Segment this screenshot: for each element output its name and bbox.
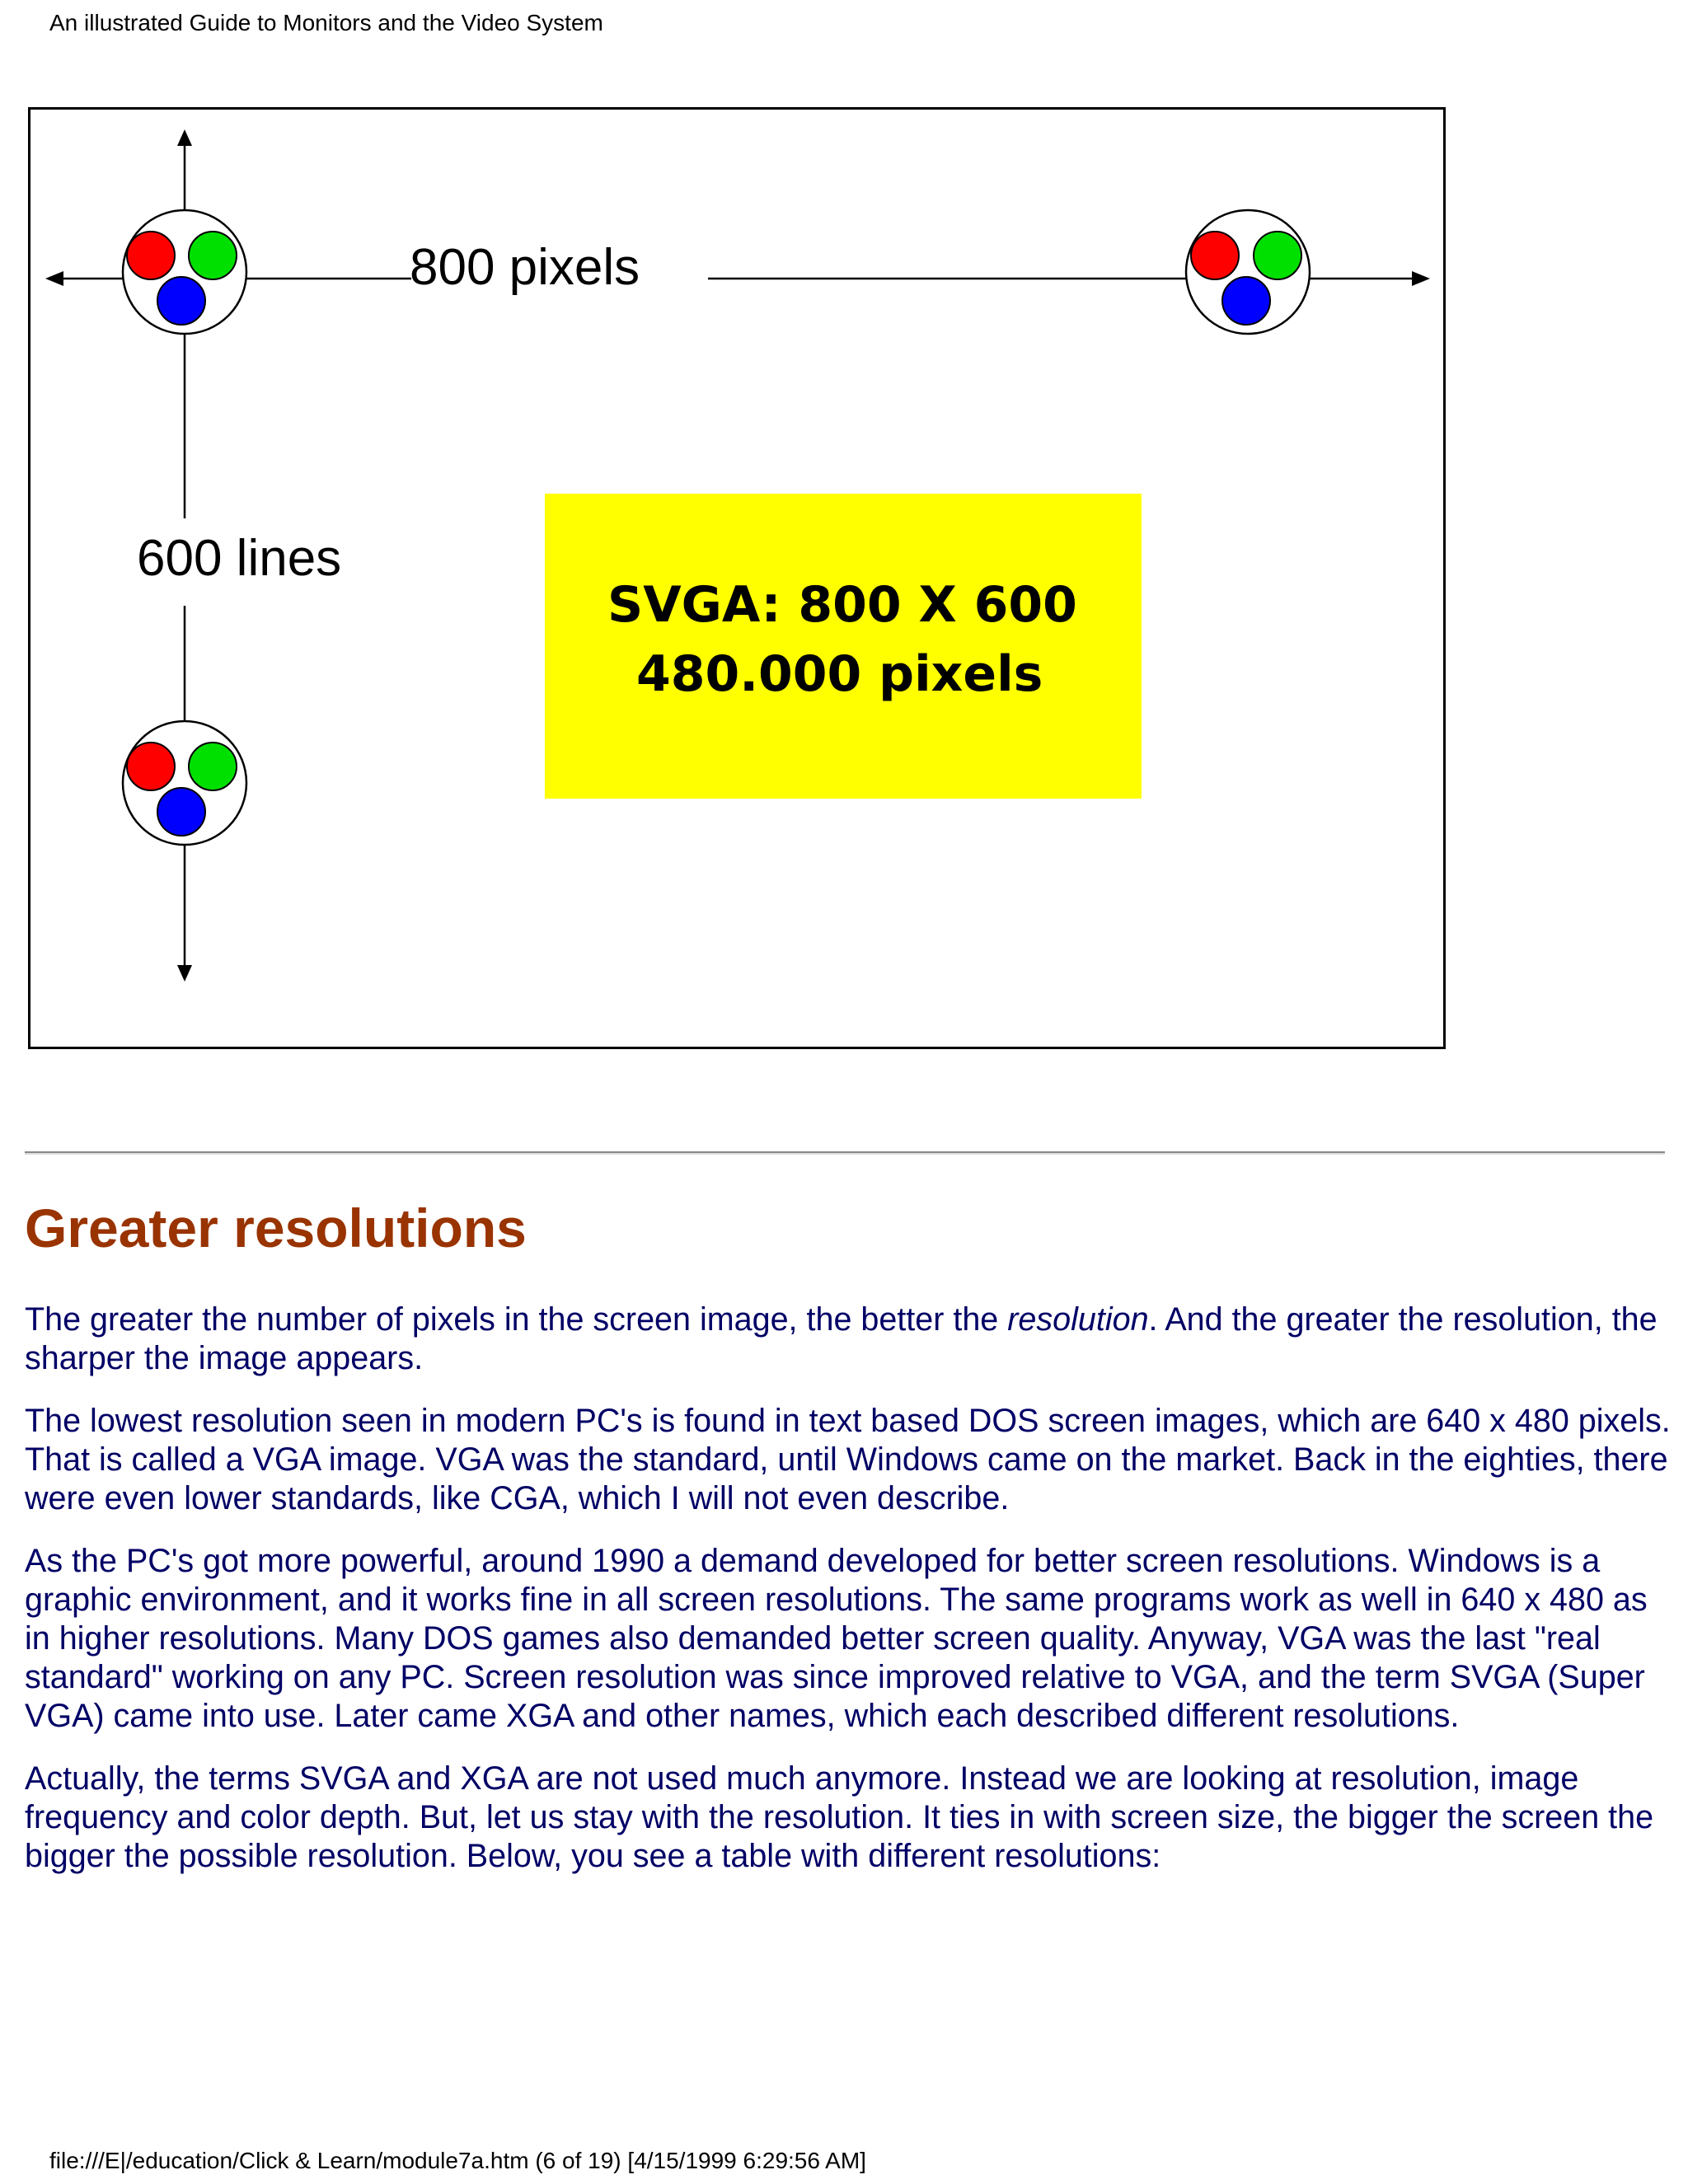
pixel-triad-top-right bbox=[1186, 210, 1310, 334]
svga-resolution-text: SVGA: 800 X 600 bbox=[607, 576, 1077, 634]
pixel-triad-top-left bbox=[123, 210, 246, 334]
width-label: 800 pixels bbox=[410, 239, 640, 296]
paragraph-3: As the PC's got more powerful, around 1990 a demand developed for better screen resolutions. Windows is a graphic environment, and it works fine in all screen resolutions. The same programs work as well in 640 x 480 as in higher resolutions. Many DOS games also demanded better screen quality. Anyway, VGA was the last "real standard" working on any PC. Screen resolution was since improved relative to VGA, and the term SVGA (Super VGA) came into use. Later came XGA and other names, which each described different resolutions. bbox=[25, 1543, 1648, 1734]
page-footer-url: file:///E|/education/Click & Learn/module7a.htm (6 of 19) [4/15/1999 6:29:56 AM] bbox=[49, 2148, 866, 2173]
svga-pixel-count-text: 480.000 pixels bbox=[636, 645, 1043, 703]
resolution-term: resolution bbox=[1007, 1301, 1149, 1338]
page-header-title: An illustrated Guide to Monitors and the Video System bbox=[49, 10, 603, 35]
resolution-diagram bbox=[28, 107, 1446, 1049]
right-arrowhead bbox=[1412, 271, 1430, 286]
svga-info-panel bbox=[545, 494, 1142, 799]
section-title: Greater resolutions bbox=[25, 1197, 527, 1258]
down-arrowhead bbox=[177, 965, 192, 982]
paragraph-4: Actually, the terms SVGA and XGA are not used much anymore. Instead we are looking at resolution, image frequency and color depth. But, let us stay with the resolution. It ties in with screen size, the bigger the screen the bigger the possible resolution. Below, you see a table with different resolutions: bbox=[25, 1760, 1654, 1874]
section-body bbox=[25, 1301, 1673, 1900]
up-arrowhead bbox=[177, 129, 192, 146]
pixel-triad-bottom-left bbox=[123, 721, 246, 845]
paragraph-2: The lowest resolution seen in modern PC's is found in text based DOS screen images, which are 640 x 480 pixels. That is called a VGA image. VGA was the standard, until Windows came on the market. Back in the eighties, there were even lower standards, like CGA, which I will not even describe. bbox=[25, 1403, 1671, 1516]
height-label: 600 lines bbox=[137, 530, 342, 587]
horizontal-rule bbox=[25, 1151, 1665, 1155]
left-arrowhead bbox=[45, 271, 63, 286]
paragraph-1: The greater the number of pixels in the screen image, the better the resolution. And the greater the resolution, the sharper the image appears. bbox=[25, 1301, 1658, 1376]
